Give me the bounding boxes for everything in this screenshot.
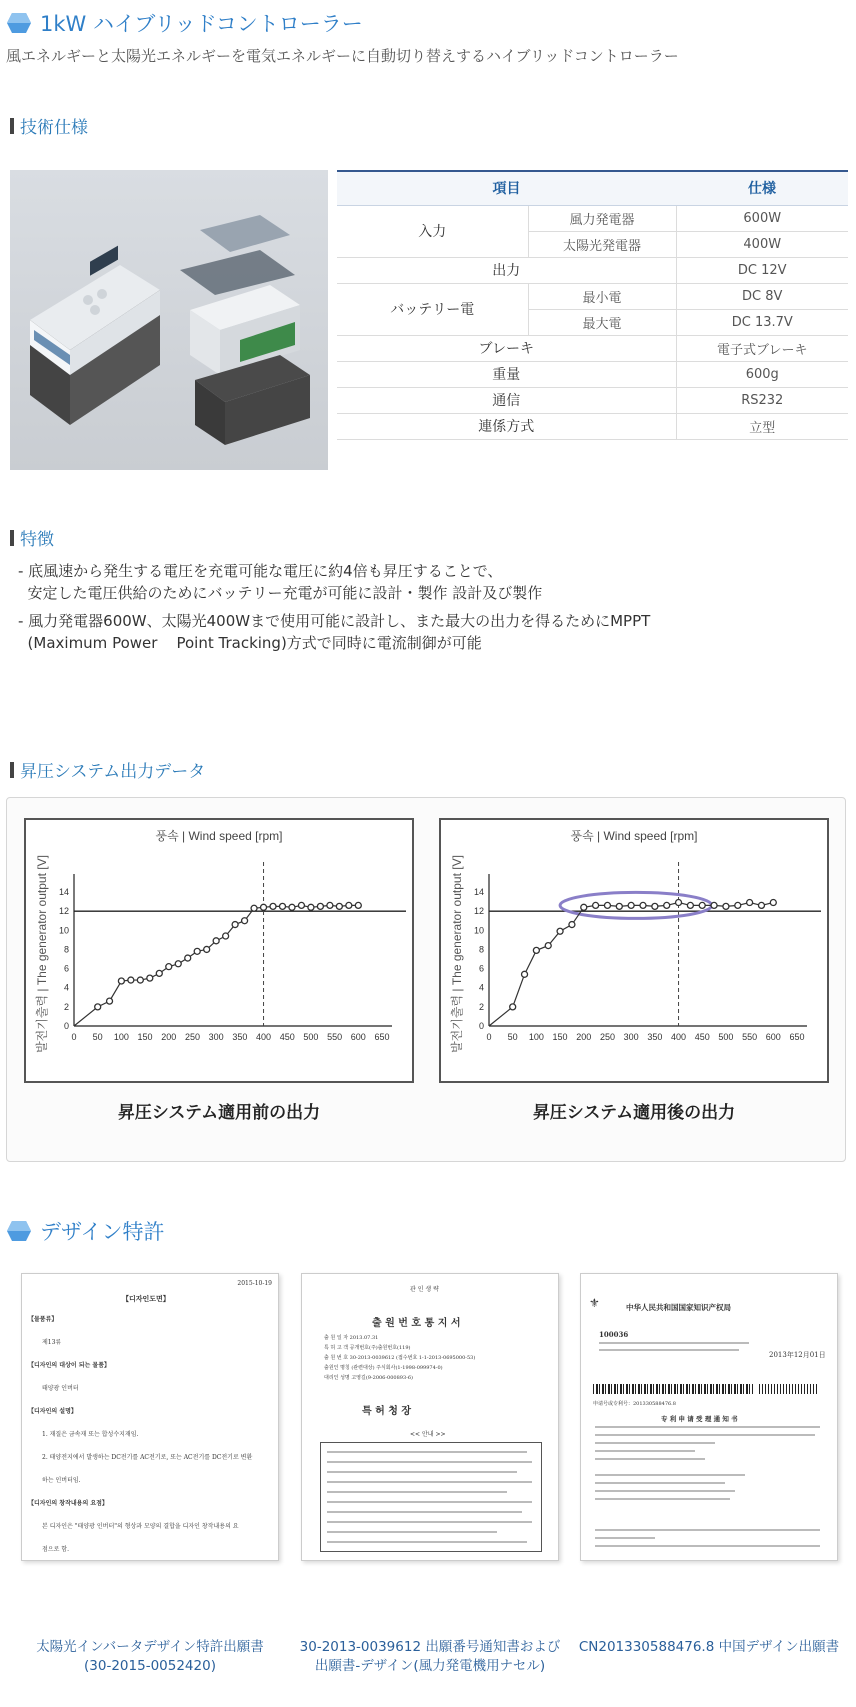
chart-before-caption: 昇圧システム適用前の出力 xyxy=(117,1103,321,1123)
features-heading-text: 特徴 xyxy=(20,530,54,550)
data-point xyxy=(327,902,333,908)
row-sublabel-wind: 風力発電器 xyxy=(528,205,676,231)
data-point xyxy=(242,918,248,924)
data-point xyxy=(137,977,143,983)
y-tick-label: 4 xyxy=(478,982,484,993)
row-value-mount: 立型 xyxy=(676,413,848,439)
data-point xyxy=(270,903,276,909)
data-point xyxy=(289,904,295,910)
data-point xyxy=(336,903,342,909)
row-value-min: DC 8V xyxy=(676,283,848,309)
y-tick-label: 6 xyxy=(478,963,484,974)
patent-document-2[interactable] xyxy=(301,1273,559,1561)
x-tick-label: 50 xyxy=(92,1032,103,1042)
x-tick-label: 0 xyxy=(71,1032,77,1042)
data-point xyxy=(204,946,210,952)
x-tick-label: 450 xyxy=(279,1032,295,1042)
heading-bar xyxy=(10,762,14,778)
feature-line: - 底風速から発生する電圧を充電可能な電圧に約4倍も昇圧することで、 xyxy=(18,562,503,580)
table-row xyxy=(337,413,848,439)
row-value-brake: 電子式ブレーキ xyxy=(676,335,848,361)
data-point xyxy=(251,905,257,911)
doc1-line: 【디자인의 설명】 xyxy=(28,1408,77,1415)
chart-y-label: 발전기출력 | The generator output [V] xyxy=(450,855,464,1053)
spec-heading xyxy=(10,113,88,138)
data-point xyxy=(687,902,693,908)
chart-title: 풍속 | Wind speed [rpm] xyxy=(570,829,698,843)
y-tick-label: 6 xyxy=(63,963,69,974)
doc2-head: 관 인 생 략 xyxy=(410,1286,439,1293)
data-point xyxy=(735,902,741,908)
doc3-notice: 专 利 申 请 受 理 通 知 书 xyxy=(661,1415,738,1423)
doc2-big: 특 허 청 장 xyxy=(362,1406,412,1417)
doc1-line: 본 디자인은 "태양광 인버터"의 형상과 모양의 결합을 디자인 창작내용의 요 xyxy=(42,1523,239,1530)
table-row xyxy=(337,257,848,283)
data-point xyxy=(604,902,610,908)
y-tick-label: 2 xyxy=(478,1001,484,1012)
feature-item xyxy=(18,560,650,604)
chart-after-panel xyxy=(439,818,829,1083)
data-point xyxy=(156,970,162,976)
barcode-icon xyxy=(593,1384,753,1394)
data-point xyxy=(213,938,219,944)
row-label-brake: ブレーキ xyxy=(337,335,676,361)
doc1-line: 【디자인의 대상이 되는 물품】 xyxy=(28,1362,111,1369)
doc2-field: 대리인 성명 고영길(9-2006-000893-6) xyxy=(324,1375,413,1381)
x-tick-label: 300 xyxy=(208,1032,224,1042)
row-label-output: 出力 xyxy=(337,257,676,283)
table-row xyxy=(337,283,848,309)
y-tick-label: 0 xyxy=(63,1021,69,1031)
feature-line: - 風力発電器600W、太陽光400Wまで使用可能に設計し、また最大の出力を得るためにMPPT xyxy=(18,612,651,630)
x-tick-label: 150 xyxy=(552,1032,568,1042)
data-point xyxy=(545,943,551,949)
data-point xyxy=(261,904,267,910)
patent-caption-2[interactable] xyxy=(295,1638,565,1676)
x-tick-label: 250 xyxy=(599,1032,615,1042)
data-point xyxy=(317,903,323,909)
data-point xyxy=(616,903,622,909)
hexagon-bullet-icon xyxy=(6,1220,32,1242)
caption-line: 30-2013-0039612 出願番号通知書および xyxy=(299,1639,561,1655)
features-list xyxy=(18,560,650,660)
doc1-line: 태양광 인버터 xyxy=(42,1385,79,1392)
row-label-comm: 通信 xyxy=(337,387,676,413)
data-point xyxy=(758,902,764,908)
data-point xyxy=(279,903,285,909)
data-point xyxy=(95,1004,101,1010)
row-label-mount: 連係方式 xyxy=(337,413,676,439)
chart-after-svg xyxy=(441,820,827,1081)
row-value-max: DC 13.7V xyxy=(676,309,848,335)
data-point xyxy=(664,902,670,908)
doc1-line: 【디자인의 창작내용의 요점】 xyxy=(28,1500,108,1507)
page-title: 1kW ハイブリッドコントローラー xyxy=(40,12,363,36)
row-label-battery: バッテリー電 xyxy=(337,283,528,335)
doc2-title: 출 원 번 호 통 지 서 xyxy=(372,1318,461,1329)
x-tick-label: 300 xyxy=(623,1032,639,1042)
y-tick-label: 14 xyxy=(58,887,69,897)
data-point xyxy=(298,902,304,908)
table-row xyxy=(337,335,848,361)
doc3-app-no: 申请号或专利号：201330588476.8 xyxy=(593,1401,676,1407)
heading-bar xyxy=(10,530,14,546)
data-point xyxy=(175,961,181,967)
chart-y-label: 발전기출력 | The generator output [V] xyxy=(35,855,49,1053)
x-tick-label: 50 xyxy=(507,1032,518,1042)
heading-bar xyxy=(10,118,14,134)
data-point xyxy=(557,928,563,934)
patent-caption-3[interactable] xyxy=(574,1638,844,1657)
series-line xyxy=(489,903,773,1026)
spec-col-spec: 仕様 xyxy=(676,171,848,205)
doc2-field: 특 허 고 객 공개번호(주)출원번호(119) xyxy=(324,1345,411,1351)
x-tick-label: 250 xyxy=(184,1032,200,1042)
spec-table xyxy=(337,170,848,440)
data-point xyxy=(346,902,352,908)
doc3-title: 中华人民共和国国家知识产权局 xyxy=(626,1303,731,1312)
chart-container xyxy=(6,797,846,1162)
doc3-date: 2013年12月01日 xyxy=(769,1351,826,1359)
x-tick-label: 100 xyxy=(528,1032,544,1042)
doc1-title: 【디자인도면】 xyxy=(122,1294,170,1303)
row-value-comm: RS232 xyxy=(676,387,848,413)
x-tick-label: 0 xyxy=(486,1032,492,1042)
doc1-line: 【물품류】 xyxy=(28,1316,58,1323)
patent-document-3[interactable] xyxy=(580,1273,838,1561)
features-heading xyxy=(10,525,54,550)
data-point xyxy=(569,922,575,928)
row-sublabel-solar: 太陽光発電器 xyxy=(528,231,676,257)
doc1-line: 1. 재질은 금속재 또는 합성수지재임. xyxy=(42,1431,139,1438)
table-row xyxy=(337,387,848,413)
x-tick-label: 550 xyxy=(327,1032,343,1042)
caption-line: CN201330588476.8 中国デザイン出願書 xyxy=(578,1639,840,1655)
spec-col-item: 項目 xyxy=(337,171,676,205)
cnipa-logo-icon: ⚜ xyxy=(589,1296,600,1310)
data-point xyxy=(652,903,658,909)
doc1-line: 제13류 xyxy=(42,1339,62,1346)
data-point xyxy=(223,933,229,939)
patent-heading xyxy=(6,1216,165,1246)
series-line xyxy=(74,905,358,1026)
boost-heading xyxy=(10,757,205,782)
barcode-icon xyxy=(759,1384,819,1394)
chart-before-panel xyxy=(24,818,414,1083)
y-tick-label: 12 xyxy=(58,906,69,917)
data-point xyxy=(628,902,634,908)
data-point xyxy=(699,902,705,908)
y-tick-label: 2 xyxy=(63,1001,69,1012)
chart-title: 풍속 | Wind speed [rpm] xyxy=(155,829,283,843)
y-tick-label: 10 xyxy=(58,925,69,936)
data-point xyxy=(147,975,153,981)
x-tick-label: 350 xyxy=(232,1032,248,1042)
data-point xyxy=(676,900,682,906)
x-tick-label: 100 xyxy=(113,1032,129,1042)
data-point xyxy=(747,900,753,906)
data-point xyxy=(166,964,172,970)
data-point xyxy=(510,1004,516,1010)
x-tick-label: 550 xyxy=(742,1032,758,1042)
x-tick-label: 500 xyxy=(303,1032,319,1042)
patent-caption-1[interactable] xyxy=(15,1638,285,1676)
x-tick-label: 400 xyxy=(671,1032,687,1042)
caption-line: 太陽光インバータデザイン特許出願書 xyxy=(36,1639,264,1655)
data-point xyxy=(355,902,361,908)
y-tick-label: 8 xyxy=(478,944,484,955)
doc1-line: 2. 태양전지에서 발생하는 DC전기를 AC전기로, 또는 AC전기를 DC전기로 변환 xyxy=(42,1454,253,1461)
exploded-device-illustration xyxy=(180,215,310,445)
data-point xyxy=(593,902,599,908)
feature-item xyxy=(18,610,650,654)
feature-line: 安定した電圧供給のためにバッテリー充電が可能に設計・製作 設計及び製作 xyxy=(18,584,543,602)
data-point xyxy=(711,902,717,908)
y-tick-label: 10 xyxy=(473,925,484,936)
doc2-field: 출원인 명칭 (관련대상) 주식회사(1-1998-099974-0) xyxy=(324,1365,443,1371)
x-tick-label: 600 xyxy=(765,1032,781,1042)
x-tick-label: 400 xyxy=(256,1032,272,1042)
data-point xyxy=(185,955,191,961)
feature-line: (Maximum Power Point Tracking)方式で同時に電流制御が可能 xyxy=(18,634,482,652)
doc2-note: << 안내 >> xyxy=(410,1431,446,1438)
x-tick-label: 200 xyxy=(576,1032,592,1042)
x-tick-label: 200 xyxy=(161,1032,177,1042)
patent-document-1[interactable] xyxy=(21,1273,279,1561)
y-tick-label: 14 xyxy=(473,887,484,897)
data-point xyxy=(308,904,314,910)
y-tick-label: 12 xyxy=(473,906,484,917)
row-value-output: DC 12V xyxy=(676,257,848,283)
chart-after-caption: 昇圧システム適用後の出力 xyxy=(532,1103,736,1123)
row-value-weight: 600g xyxy=(676,361,848,387)
x-tick-label: 650 xyxy=(374,1032,390,1042)
data-point xyxy=(533,947,539,953)
data-point xyxy=(232,922,238,928)
spec-heading-text: 技術仕様 xyxy=(20,118,88,138)
data-point xyxy=(723,903,729,909)
data-point xyxy=(107,998,113,1004)
chart-before-svg xyxy=(26,820,412,1081)
y-tick-label: 8 xyxy=(63,944,69,955)
table-row xyxy=(337,205,848,231)
data-point xyxy=(522,971,528,977)
doc1-line: 하는 인버터임. xyxy=(42,1477,81,1484)
x-tick-label: 500 xyxy=(718,1032,734,1042)
doc2-field: 출 원 일 자 2013.07.31 xyxy=(324,1335,379,1341)
page-subtitle: 風エネルギーと太陽光エネルギーを電気エネルギーに自動切り替えするハイブリッドコントローラー xyxy=(6,47,679,65)
controller-device-illustration xyxy=(30,246,160,425)
data-point xyxy=(118,978,124,984)
row-sublabel-min: 最小電 xyxy=(528,283,676,309)
doc1-date: 2015-10-19 xyxy=(237,1280,272,1287)
data-point xyxy=(581,904,587,910)
table-row xyxy=(337,361,848,387)
boost-heading-text: 昇圧システム出力データ xyxy=(20,762,206,782)
data-point xyxy=(640,902,646,908)
page-title-row xyxy=(6,8,363,38)
y-tick-label: 0 xyxy=(478,1021,484,1031)
x-tick-label: 650 xyxy=(789,1032,805,1042)
caption-line: 出願書-デザイン(風力発電機用ナセル) xyxy=(314,1658,546,1674)
row-value-wind: 600W xyxy=(676,205,848,231)
y-tick-label: 4 xyxy=(63,982,69,993)
patent-heading-text: デザイン特許 xyxy=(40,1220,165,1244)
row-label-input: 入力 xyxy=(337,205,528,257)
hexagon-bullet-icon xyxy=(6,12,32,34)
x-tick-label: 600 xyxy=(350,1032,366,1042)
product-image xyxy=(10,170,328,470)
x-tick-label: 450 xyxy=(694,1032,710,1042)
row-sublabel-max: 最大電 xyxy=(528,309,676,335)
spec-table-header xyxy=(337,171,848,205)
doc1-line: 점으로 함. xyxy=(42,1546,69,1553)
x-tick-label: 350 xyxy=(647,1032,663,1042)
caption-line: (30-2015-0052420) xyxy=(84,1658,216,1674)
data-point xyxy=(194,948,200,954)
data-point xyxy=(128,977,134,983)
row-value-solar: 400W xyxy=(676,231,848,257)
doc3-code: 100036 xyxy=(599,1330,629,1339)
x-tick-label: 150 xyxy=(137,1032,153,1042)
data-point xyxy=(770,900,776,906)
doc2-field: 출 원 번 호 30-2013-0039612 (접수번호 1-1-2013-0695000-53) xyxy=(324,1355,476,1361)
doc2-notice-box xyxy=(320,1442,542,1552)
row-label-weight: 重量 xyxy=(337,361,676,387)
